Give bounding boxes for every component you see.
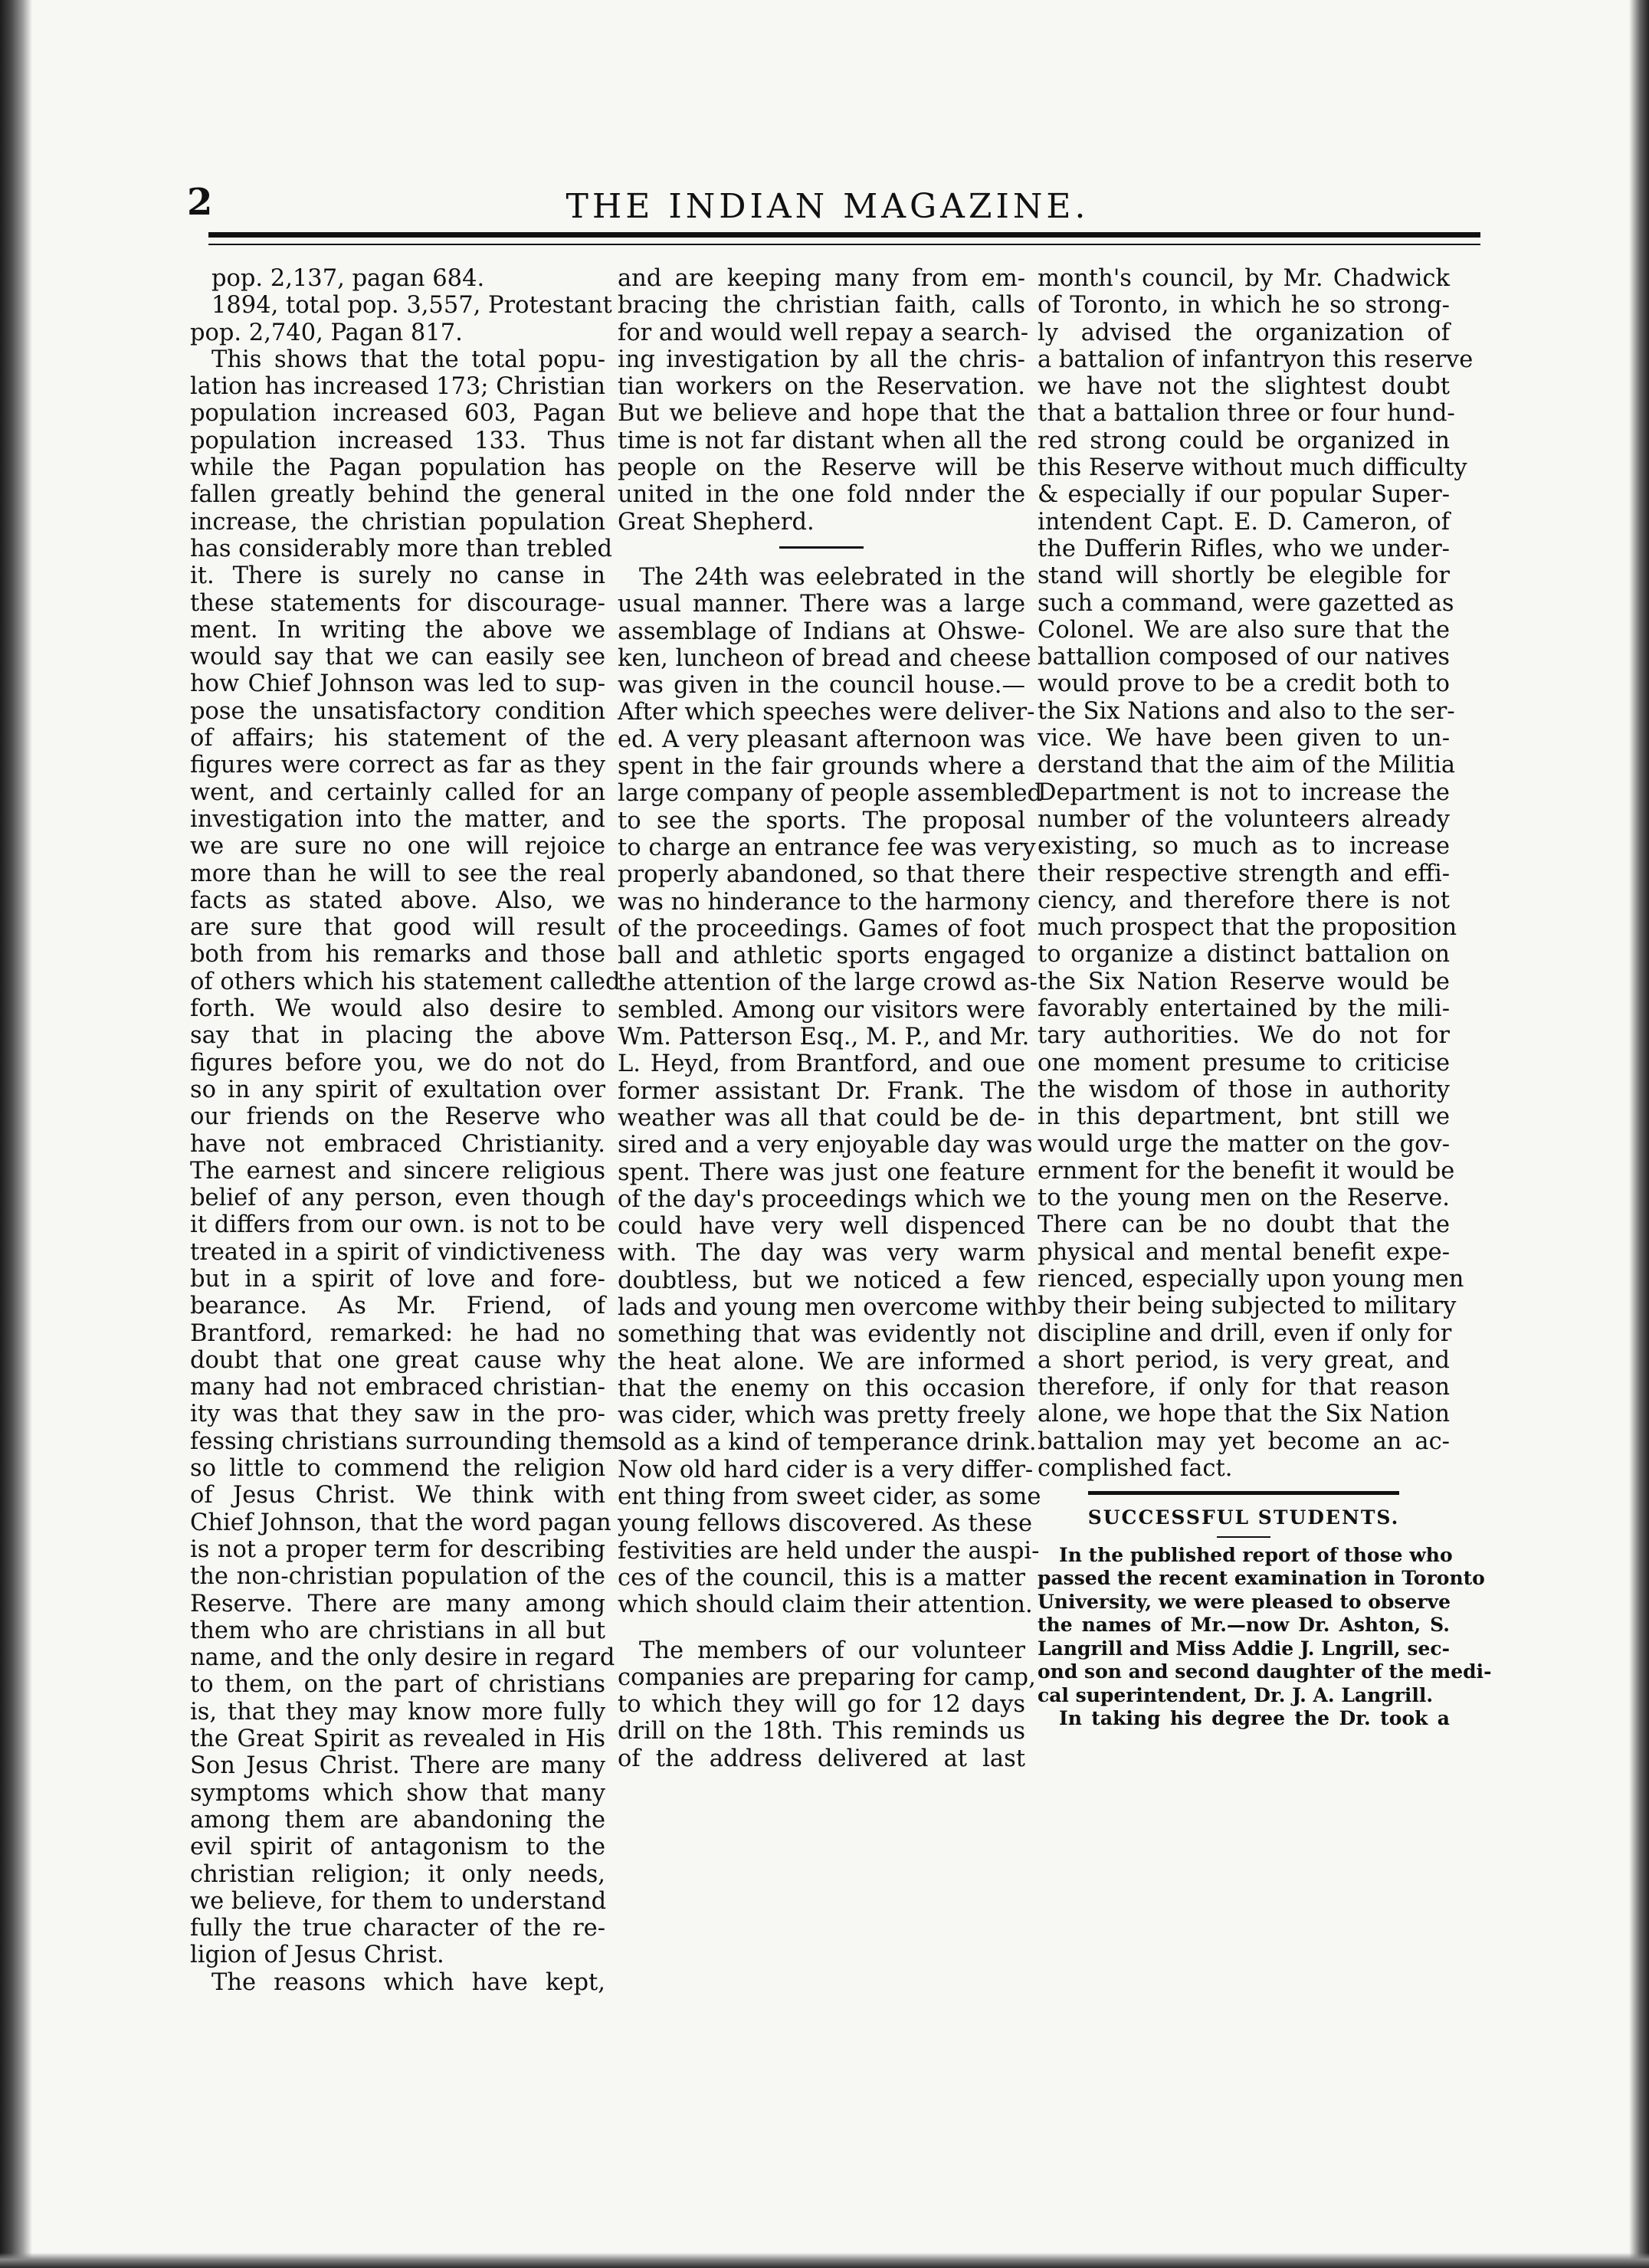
text-line: united in the one fold nnder the xyxy=(618,481,1025,509)
text-line: complished fact. xyxy=(1038,1455,1233,1483)
text-line: bearance. As Mr. Friend, of xyxy=(190,1293,605,1320)
text-line: much prospect that the proposition xyxy=(1038,914,1457,942)
text-line: companies are preparing for camp, xyxy=(618,1663,1036,1691)
text-line: was no hinderance to the harmony xyxy=(618,888,1030,916)
text-line: derstand that the aim of the Militia xyxy=(1038,752,1456,779)
text-line: a short period, is very great, and xyxy=(1038,1346,1450,1374)
text-line: to them, on the part of christians xyxy=(190,1671,605,1699)
text-line: large company of people assembled xyxy=(618,780,1043,808)
text-line: tian workers on the Reservation. xyxy=(618,373,1025,401)
text-line: the non-christian population of the xyxy=(190,1563,605,1591)
text-line: such a command, were gazetted as xyxy=(1038,589,1454,617)
text-line: Colonel. We are also sure that the xyxy=(1038,616,1450,644)
text-line: them who are christians in all but xyxy=(190,1617,605,1644)
text-line: ciency, and therefore there is not xyxy=(1038,887,1450,914)
text-line: intendent Capt. E. D. Cameron, of xyxy=(1038,508,1450,536)
text-line: for and would well repay a search- xyxy=(618,319,1029,346)
column-3 xyxy=(1038,265,1492,1731)
text-line: facts as stated above. Also, we xyxy=(190,887,605,914)
text-line: This shows that the total popu- xyxy=(211,346,605,373)
text-line: to organize a distinct battalion on xyxy=(1038,941,1450,968)
text-line: would urge the matter on the gov- xyxy=(1038,1130,1450,1158)
text-line: of others which his statement called xyxy=(190,968,621,995)
text-line: bracing the christian faith, calls xyxy=(618,292,1025,320)
text-line: name, and the only desire in regard xyxy=(190,1644,615,1672)
text-line: we are sure no one will rejoice xyxy=(190,833,605,860)
text-line: spent. There was just one feature xyxy=(618,1159,1025,1186)
text-line: pop. 2,137, pagan 684. xyxy=(211,265,485,292)
text-line: Wm. Patterson Esq., M. P., and Mr. xyxy=(618,1024,1030,1051)
heading-underline xyxy=(1217,1536,1270,1538)
text-line: evil spirit of antagonism to the xyxy=(190,1834,605,1861)
text-line: say that in placing the above xyxy=(190,1022,605,1050)
text-line: battalion may yet become an ac- xyxy=(1038,1427,1450,1455)
text-line: Great Shepherd. xyxy=(618,508,815,536)
text-line: was given in the council house.— xyxy=(618,672,1025,700)
text-line: Brantford, remarked: he had no xyxy=(190,1319,605,1347)
text-line: forth. We would also desire to xyxy=(190,995,605,1023)
text-line: investigation into the matter, and xyxy=(190,805,605,833)
text-line: festivities are held under the auspi- xyxy=(618,1537,1040,1565)
text-line: the Six Nation Reserve would be xyxy=(1038,968,1450,995)
text-line: to the young men on the Reserve. xyxy=(1038,1185,1450,1212)
text-line: and are keeping many from em- xyxy=(618,265,1025,292)
text-line: has considerably more than trebled xyxy=(190,535,612,562)
text-line: lation has increased 173; Christian xyxy=(190,373,606,401)
text-line: to which they will go for 12 days xyxy=(618,1691,1025,1719)
text-line: therefore, if only for that reason xyxy=(1038,1374,1450,1401)
text-line: went, and certainly called for an xyxy=(190,778,605,806)
column-2 xyxy=(618,265,1043,1772)
text-line: In taking his degree the Dr. took a xyxy=(1059,1707,1450,1730)
text-line: belief of any person, even though xyxy=(190,1185,605,1212)
text-line: increase, the christian population xyxy=(190,508,605,536)
text-line: favorably entertained by the mili- xyxy=(1038,995,1450,1023)
text-line: fully the true character of the re- xyxy=(190,1915,605,1942)
text-line: ent thing from sweet cider, as some xyxy=(618,1483,1041,1511)
text-line: There can be no doubt that the xyxy=(1038,1211,1450,1239)
text-line: of affairs; his statement of the xyxy=(190,725,605,752)
text-line: but in a spirit of love and fore- xyxy=(190,1265,605,1293)
text-line: the names of Mr.—now Dr. Ashton, S. xyxy=(1038,1614,1450,1637)
text-line: Langrill and Miss Addie J. Lngrill, sec- xyxy=(1038,1637,1451,1660)
scan-edge-left xyxy=(0,0,32,2268)
text-line: so in any spirit of exultation over xyxy=(190,1076,605,1103)
text-line: physical and mental benefit expe- xyxy=(1038,1238,1450,1266)
text-line: The members of our volunteer xyxy=(639,1637,1025,1664)
text-line: lads and young men overcome with xyxy=(618,1293,1038,1321)
text-line: in this department, bnt still we xyxy=(1038,1103,1450,1131)
text-line: pop. 2,740, Pagan 817. xyxy=(190,319,463,346)
text-line: ond son and second daughter of the medi- xyxy=(1038,1660,1492,1683)
text-line: our friends on the Reserve who xyxy=(190,1103,605,1131)
text-line: while the Pagan population has xyxy=(190,454,605,482)
text-line: discipline and drill, even if only for xyxy=(1038,1319,1452,1347)
text-line: Department is not to increase the xyxy=(1038,778,1450,806)
text-line: this Reserve without much difficulty xyxy=(1038,454,1467,482)
text-line: is not a proper term for describing xyxy=(190,1535,605,1563)
text-line: is, that they may know more fully xyxy=(190,1698,605,1726)
text-line: former assistant Dr. Frank. The xyxy=(618,1077,1025,1105)
text-line: weather was all that could be de- xyxy=(618,1104,1025,1132)
text-line: rienced, especially upon young men xyxy=(1038,1265,1464,1293)
text-line: properly abandoned, so that there xyxy=(618,861,1025,889)
text-line: ity was that they saw in the pro- xyxy=(190,1401,605,1428)
text-line: figures were correct as far as they xyxy=(190,752,605,779)
text-line: red strong could be organized in xyxy=(1038,427,1450,454)
text-line: by their being subjected to military xyxy=(1038,1293,1457,1320)
page-title: THE INDIAN MAGAZINE. xyxy=(566,187,1090,226)
text-line: sired and a very enjoyable day was xyxy=(618,1132,1033,1159)
text-line: could have very well dispenced xyxy=(618,1213,1025,1241)
text-line: to see the sports. The proposal xyxy=(618,807,1025,834)
text-line: these statements for discourage- xyxy=(190,589,605,617)
text-line: passed the recent examination in Toronto xyxy=(1038,1567,1485,1590)
text-line: ment. In writing the above we xyxy=(190,616,605,644)
text-line: a battalion of infantryon this reserve xyxy=(1038,346,1474,373)
text-line: of the address delivered at last xyxy=(618,1745,1025,1772)
text-line: In the published report of those who xyxy=(1059,1543,1453,1566)
text-line: we believe, for them to understand xyxy=(190,1887,607,1915)
text-line: fallen greatly behind the general xyxy=(190,481,605,509)
text-line: ligion of Jesus Christ. xyxy=(190,1942,444,1969)
paragraph-gap xyxy=(618,1619,1025,1637)
text-line: one moment presume to criticise xyxy=(1038,1049,1450,1077)
scan-edge-right xyxy=(1629,0,1649,2268)
text-line: with. The day was very warm xyxy=(618,1240,1025,1267)
text-line: cal superintendent, Dr. J. A. Langrill. xyxy=(1038,1683,1434,1706)
text-line: Now old hard cider is a very differ- xyxy=(618,1456,1034,1483)
text-line: ball and athletic sports engaged xyxy=(618,942,1025,970)
text-line: vice. We have been given to un- xyxy=(1038,725,1450,752)
text-line: But we believe and hope that the xyxy=(618,400,1025,428)
text-line: christian religion; it only needs, xyxy=(190,1860,605,1888)
text-line: the Dufferin Rifles, who we under- xyxy=(1038,535,1450,562)
text-line: which should claim their attention. xyxy=(618,1591,1033,1619)
header-rule-thin xyxy=(208,244,1480,245)
text-line: After which speeches were deliver- xyxy=(618,699,1035,726)
text-line: ly advised the organization of xyxy=(1038,319,1450,346)
text-line: was cider, which was pretty freely xyxy=(618,1402,1025,1430)
text-line: 1894, total pop. 3,557, Protestant xyxy=(211,292,612,320)
text-line: it. There is surely no canse in xyxy=(190,562,605,590)
text-line: drill on the 18th. This reminds us xyxy=(618,1718,1025,1745)
text-line: L. Heyd, from Brantford, and oue xyxy=(618,1050,1025,1078)
text-line: pose the unsatisfactory condition xyxy=(190,697,605,725)
text-line: stand will shortly be elegible for xyxy=(1038,562,1450,590)
text-line: have not embraced Christianity. xyxy=(190,1130,605,1158)
text-line: The earnest and sincere religious xyxy=(190,1157,605,1185)
text-line: it differs from our own. is not to be xyxy=(190,1211,606,1239)
text-line: the Great Spirit as revealed in His xyxy=(190,1726,605,1753)
section-divider xyxy=(1088,1491,1399,1495)
text-line: more than he will to see the real xyxy=(190,860,605,887)
text-line: of the day's proceedings which we xyxy=(618,1185,1027,1213)
text-line: doubt that one great cause why xyxy=(190,1346,605,1374)
text-line: the wisdom of those in authority xyxy=(1038,1076,1450,1103)
text-line: that the enemy on this occasion xyxy=(618,1375,1025,1402)
text-line: young fellows discovered. As these xyxy=(618,1510,1032,1538)
text-line: & especially if our popular Super- xyxy=(1038,481,1450,509)
text-line: of the proceedings. Games of foot xyxy=(618,915,1025,942)
text-line: symptoms which show that many xyxy=(190,1779,605,1807)
text-line: figures before you, we do not do xyxy=(190,1049,605,1077)
text-line: The 24th was eelebrated in the xyxy=(639,563,1025,591)
text-line: the heat alone. We are informed xyxy=(618,1348,1025,1375)
text-line: Reserve. There are many among xyxy=(190,1590,605,1617)
scan-edge-bottom xyxy=(0,2253,1649,2268)
text-line: their respective strength and effi- xyxy=(1038,860,1450,887)
text-line: so little to commend the religion xyxy=(190,1455,605,1483)
text-line: assemblage of Indians at Ohswe- xyxy=(618,618,1025,645)
text-line: usual manner. There was a large xyxy=(618,591,1025,618)
text-line: are sure that good will result xyxy=(190,914,605,942)
text-line: to charge an entrance fee was very xyxy=(618,834,1036,861)
text-line: people on the Reserve will be xyxy=(618,454,1025,482)
text-line: ing investigation by all the chris- xyxy=(618,346,1025,373)
text-line: tary authorities. We do not for xyxy=(1038,1022,1450,1050)
text-line: spent in the fair grounds where a xyxy=(618,753,1025,781)
text-line: The reasons which have kept, xyxy=(211,1968,605,1996)
text-line: battallion composed of our natives xyxy=(1038,644,1450,671)
text-line: month's council, by Mr. Chadwick xyxy=(1038,265,1450,292)
text-line: population increased 603, Pagan xyxy=(190,400,605,428)
text-line: time is not far distant when all the xyxy=(618,427,1028,454)
text-line: would say that we can easily see xyxy=(190,644,605,671)
text-line: fessing christians surrounding them xyxy=(190,1427,620,1455)
column-1 xyxy=(190,265,621,1996)
text-line: number of the volunteers already xyxy=(1038,805,1450,833)
text-line: sold as a kind of temperance drink. xyxy=(618,1429,1037,1457)
text-line: ces of the council, this is a matter xyxy=(618,1564,1025,1591)
text-line: would prove to be a credit both to xyxy=(1038,670,1450,698)
text-line: University, we were pleased to observe xyxy=(1038,1590,1451,1613)
header-rule xyxy=(208,232,1480,238)
text-line: of Jesus Christ. We think with xyxy=(190,1482,605,1509)
text-line: among them are abandoning the xyxy=(190,1806,605,1834)
text-line: the Six Nations and also to the ser- xyxy=(1038,697,1455,725)
text-line: ernment for the benefit it would be xyxy=(1038,1157,1455,1185)
text-line: alone, we hope that the Six Nation xyxy=(1038,1401,1450,1428)
section-divider xyxy=(779,546,864,549)
text-line: Chief Johnson, that the word pagan xyxy=(190,1509,611,1536)
text-line: Son Jesus Christ. There are many xyxy=(190,1752,605,1780)
section-heading: SUCCESSFUL STUDENTS. xyxy=(1087,1506,1400,1529)
text-line: many had not embraced christian- xyxy=(190,1374,605,1401)
text-line: the attention of the large crowd as- xyxy=(618,969,1038,997)
text-line: ken, luncheon of bread and cheese xyxy=(618,644,1031,672)
text-line: something that was evidently not xyxy=(618,1321,1025,1349)
text-line: how Chief Johnson was led to sup- xyxy=(190,670,605,698)
text-line: sembled. Among our visitors were xyxy=(618,996,1025,1024)
text-line: treated in a spirit of vindictiveness xyxy=(190,1238,605,1266)
text-line: existing, so much as to increase xyxy=(1038,833,1450,860)
text-line: doubtless, but we noticed a few xyxy=(618,1267,1025,1294)
text-line: both from his remarks and those xyxy=(190,941,605,968)
text-line: we have not the slightest doubt xyxy=(1038,373,1450,401)
text-line: population increased 133. Thus xyxy=(190,427,605,454)
page-number: 2 xyxy=(187,181,213,224)
text-line: of Toronto, in which he so strong- xyxy=(1038,292,1450,320)
text-line: that a battalion three or four hund- xyxy=(1038,400,1455,428)
text-line: ed. A very pleasant afternoon was xyxy=(618,726,1025,753)
